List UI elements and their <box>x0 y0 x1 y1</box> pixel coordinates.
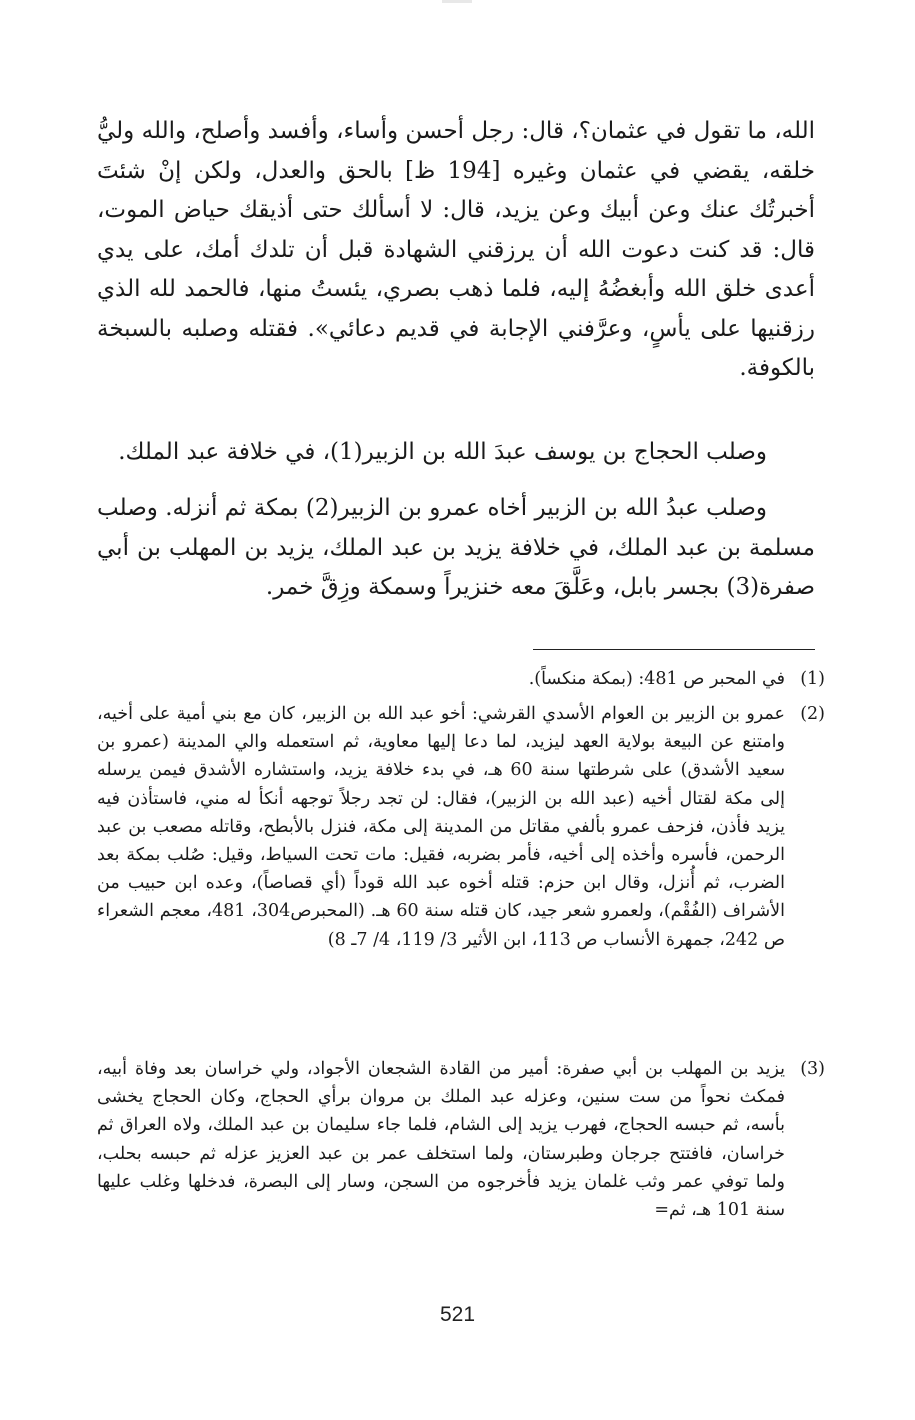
footnote-number: (1) <box>800 669 825 689</box>
footnote-number: (2) <box>800 704 825 724</box>
scan-mark <box>442 0 472 3</box>
page-number: 521 <box>439 1303 476 1326</box>
footnote-3 <box>97 1055 825 1224</box>
footnote-2 <box>97 700 825 954</box>
footnote-text: يزيد بن المهلب بن أبي صفرة: أمير من القادة الشجعان الأجواد، ولي خراسان بعد وفاة أبيه، فمكث نحواً من ست سنين، وعزله عبد الملك بن مروان برأي الحجاج، وكان الحجاج يخشى بأسه، ثم حبسه الحجاج، فهرب يزيد إلى الشام، فلما جاء سليمان بن عبد الملك، ولاه العراق ثم خراسان، فافتتح جرجان وطبرستان، ولما استخلف عمر بن عبد العزيز عزله ثم حبسه بحلب، ولما توفي عمر وثب غلمان يزيد فأخرجوه من السجن، وسار إلى البصرة، فدخلها وغلب عليها سنة 101 هـ، ثم= <box>97 1059 785 1221</box>
footnote-text: في المحبر ص 481: (بمكة منكساً). <box>528 669 785 689</box>
footnote-number: (3) <box>800 1059 825 1079</box>
footnote-divider <box>533 649 815 650</box>
main-paragraph-1: الله، ما تقول في عثمان؟، قال: رجل أحسن وأساء، وأفسد وأصلح، والله وليُّ خلقه، يقضي في عثمان وغيره [194 ظ] بالحق والعدل، ولكن إنْ شئتَ أخبرتُك عنك وعن أبيك وعن يزيد، قال: لا أسألك حتى أذيقك حياض الموت، قال: قد كنت دعوت الله أن يرزقني الشهادة قبل أن تلدك أمك، على يدي أعدى خلق الله وأبغضُهُ إليه، فلما ذهب بصري، يئستُ منها، فالحمد لله الذي رزقنيها على يأسٍ، وعرَّفني الإجابة في قديم دعائي». فقتله وصلبه بالسبخة بالكوفة. <box>97 118 816 381</box>
main-paragraph-3: وصلب عبدُ الله بن الزبير أخاه عمرو بن الزبير(2) بمكة ثم أنزله. وصلب مسلمة بن عبد الملك، في خلافة يزيد بن عبد الملك، يزيد بن المهلب بن أبي صفرة(3) بجسر بابل، وعَلَّقَ معه خنزيراً وسمكة وزِقَّ خمر. <box>97 495 815 600</box>
footnote-1 <box>97 665 825 693</box>
footnote-text: عمرو بن الزبير بن العوام الأسدي القرشي: أخو عبد الله بن الزبير، كان مع بني أمية على أخيه، وامتنع عن البيعة بولاية العهد ليزيد، لما دعا إليها معاوية، ثم استعمله والي المدينة (عمرو بن سعيد الأشدق) على شرطتها سنة 60 هـ، في بدء خلافة يزيد، واستشاره الأشدق فيمن يرسله إلى مكة لقتال أخيه (عبد الله بن الزبير)، فقال: لن تجد رجلاً توجهه أنكأ له مني، فاستأذن فيه يزيد فأذن، فزحف عمرو بألفي مقاتل من المدينة إلى مكة، فنزل بالأبطح، وقاتله مصعب بن عبد الرحمن، فأسره وأخذه إلى أخيه، فأمر بضربه، فقيل: مات تحت السياط، وقيل: صُلب بمكة بعد الضرب، ثم أُنزل، وقال ابن حزم: قتله أخوه عبد الله قوداً (أي قصاصاً)، وعده ابن حبيب من الأشراف (الفُقْم)، ولعمرو شعر جيد، كان قتله سنة 60 هـ. (المحبرص304، 481، معجم الشعراء ص 242، جمهرة الأنساب ص 113، ابن الأثير 3/ 119، 4/ 7ـ 8) <box>97 704 785 950</box>
main-paragraph-2: وصلب الحجاج بن يوسف عبدَ الله بن الزبير(1)، في خلافة عبد الملك. <box>118 439 767 465</box>
